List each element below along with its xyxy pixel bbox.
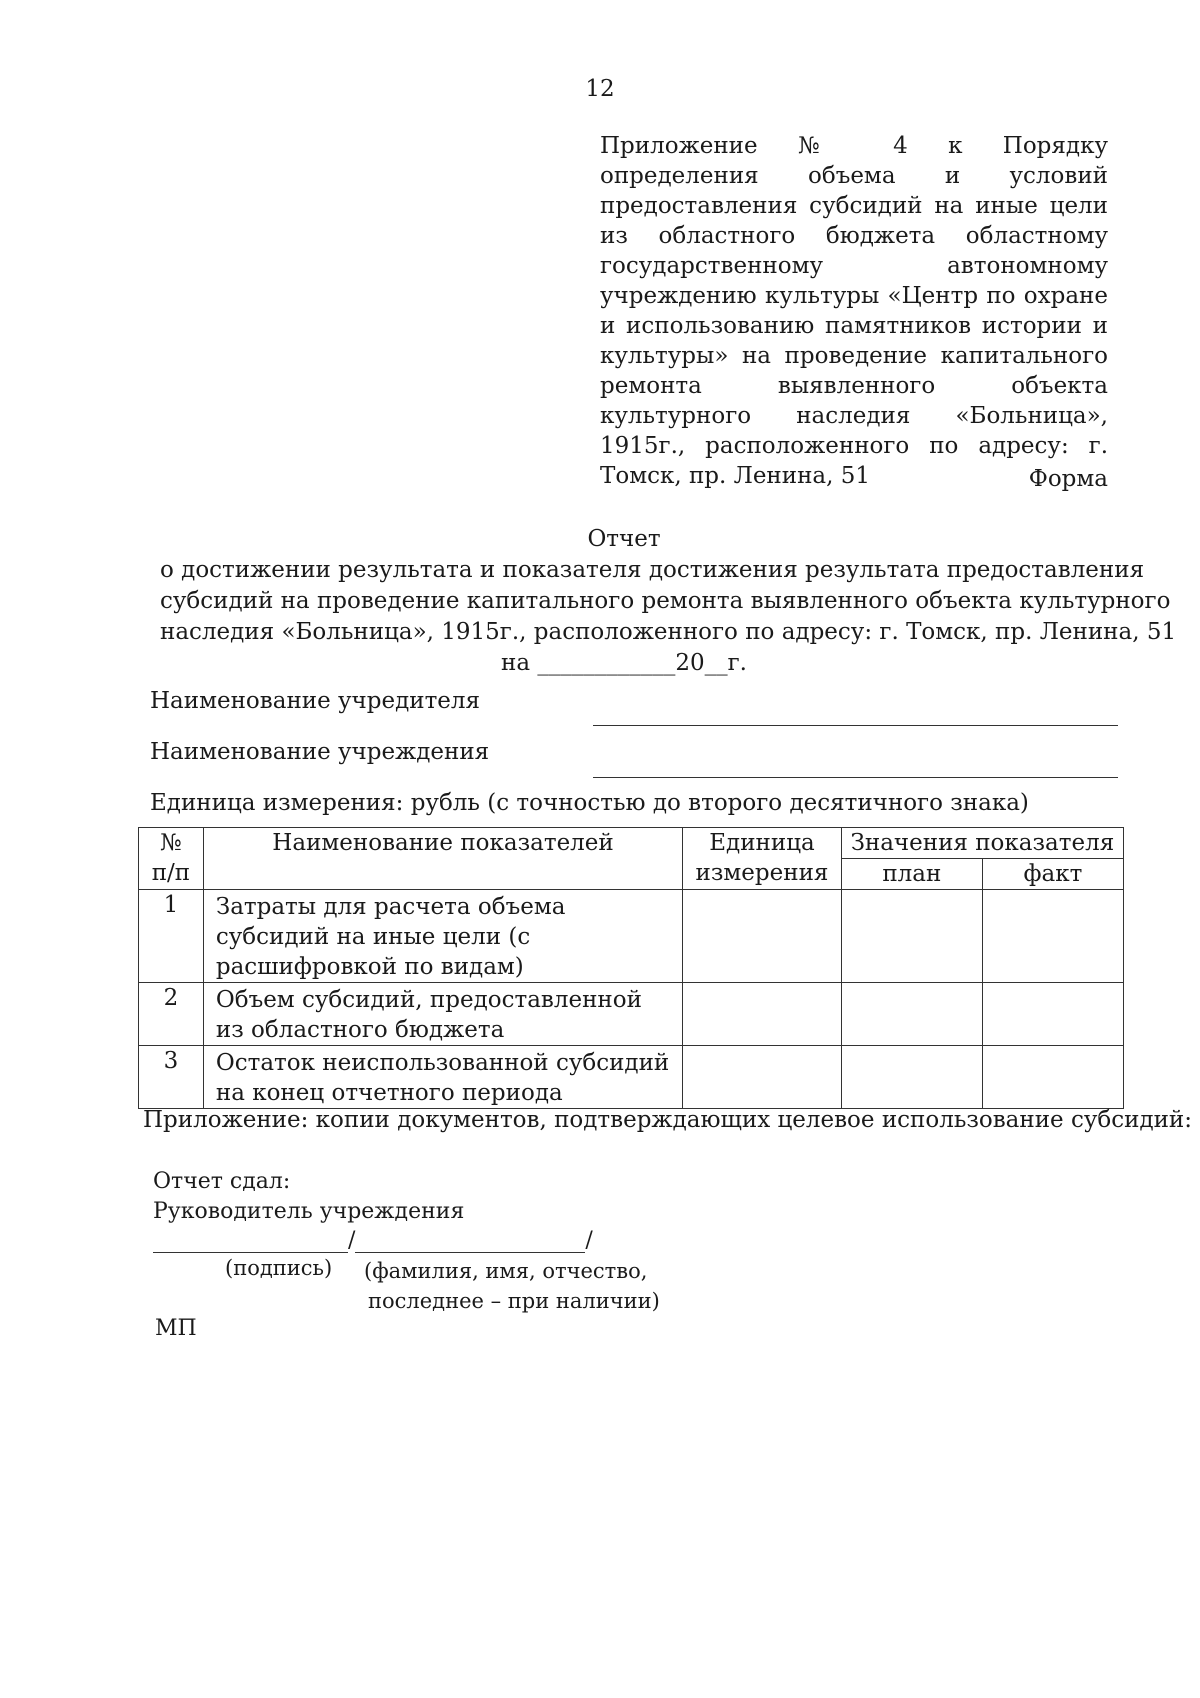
slash-separator: / xyxy=(348,1228,356,1253)
row-unit-cell xyxy=(683,890,842,983)
row-name-cell: Затраты для расчета объема субсидий на иные цели (с расшифровкой по видам) xyxy=(203,890,682,983)
signature-lines xyxy=(153,1228,593,1253)
header-name: Наименование показателей xyxy=(203,828,682,890)
header-values: Значения показателя xyxy=(841,828,1123,859)
report-title-line: о достижении результата и показателя достижения результата предоставления xyxy=(160,557,1145,583)
header-fact: факт xyxy=(982,859,1123,890)
header-unit xyxy=(683,828,842,890)
header-unit-line2: измерения xyxy=(695,860,829,886)
table-header-row xyxy=(139,828,1124,859)
slash-separator: / xyxy=(585,1228,593,1253)
unit-of-measure: Единица измерения: рубль (с точностью до второго десятичного знака) xyxy=(150,790,1029,816)
table-row xyxy=(139,1046,1124,1109)
report-title-heading: Отчет xyxy=(587,526,661,552)
row-plan-cell xyxy=(841,1046,982,1109)
row-fact-cell xyxy=(982,1046,1123,1109)
report-title-line: субсидий на проведение капитального ремонта выявленного объекта культурного xyxy=(160,588,1171,614)
institution-label: Наименование учреждения xyxy=(150,739,490,765)
header-number-line2: п/п xyxy=(151,860,191,886)
fullname-caption-line2: последнее – при наличии) xyxy=(368,1289,660,1313)
row-number-cell: 3 xyxy=(139,1046,204,1109)
signature-input-line[interactable] xyxy=(153,1230,348,1253)
table-row xyxy=(139,983,1124,1046)
report-title-line: наследия «Больница», 1915г., расположенного по адресу: г. Томск, пр. Ленина, 51 xyxy=(160,619,1177,645)
row-name-cell: Остаток неиспользованной субсидий на конец отчетного периода xyxy=(203,1046,682,1109)
row-name-cell: Объем субсидий, предоставленной из областного бюджета xyxy=(203,983,682,1046)
fullname-input-line[interactable] xyxy=(355,1230,585,1253)
row-plan-cell xyxy=(841,983,982,1046)
header-plan: план xyxy=(841,859,982,890)
indicators-table xyxy=(138,827,1124,1109)
row-number-cell: 1 xyxy=(139,890,204,983)
header-number xyxy=(139,828,204,890)
table-row xyxy=(139,890,1124,983)
appendix-reference: Приложение № 4 к Порядку определения объема и условий предоставления субсидий на иные цели из областного бюджета областному государственному автономному учреждению культуры «Центр по охране и использованию памятников истории и культуры» на проведение капитального ремонта выявленного объекта культурного наследия «Больница», 1915г., расположенного по адресу: г. Томск, пр. Ленина, 51 xyxy=(600,133,1108,489)
submitted-label: Отчет сдал: xyxy=(153,1169,291,1194)
header-number-line1: № xyxy=(160,830,182,856)
row-unit-cell xyxy=(683,1046,842,1109)
row-fact-cell xyxy=(982,983,1123,1046)
row-unit-cell xyxy=(683,983,842,1046)
fullname-caption xyxy=(364,1256,660,1316)
row-plan-cell xyxy=(841,890,982,983)
attachments-note: Приложение: копии документов, подтверждающих целевое использование субсидий: xyxy=(143,1107,1193,1133)
row-number-cell: 2 xyxy=(139,983,204,1046)
fullname-caption-line1: (фамилия, имя, отчество, xyxy=(364,1259,648,1283)
header-unit-line1: Единица xyxy=(709,830,815,856)
report-date-line: на ____________20__г. xyxy=(501,650,747,676)
page-number: 12 xyxy=(585,76,615,102)
signature-caption: (подпись) xyxy=(225,1256,333,1280)
row-fact-cell xyxy=(982,890,1123,983)
report-title xyxy=(160,524,1177,679)
institution-input-line[interactable] xyxy=(593,777,1118,778)
stamp-label: МП xyxy=(155,1316,197,1341)
head-label: Руководитель учреждения xyxy=(153,1199,465,1224)
form-label: Форма xyxy=(1028,466,1108,492)
signature-block xyxy=(153,1167,464,1227)
founder-input-line[interactable] xyxy=(593,725,1118,726)
founder-label: Наименование учредителя xyxy=(150,688,481,714)
